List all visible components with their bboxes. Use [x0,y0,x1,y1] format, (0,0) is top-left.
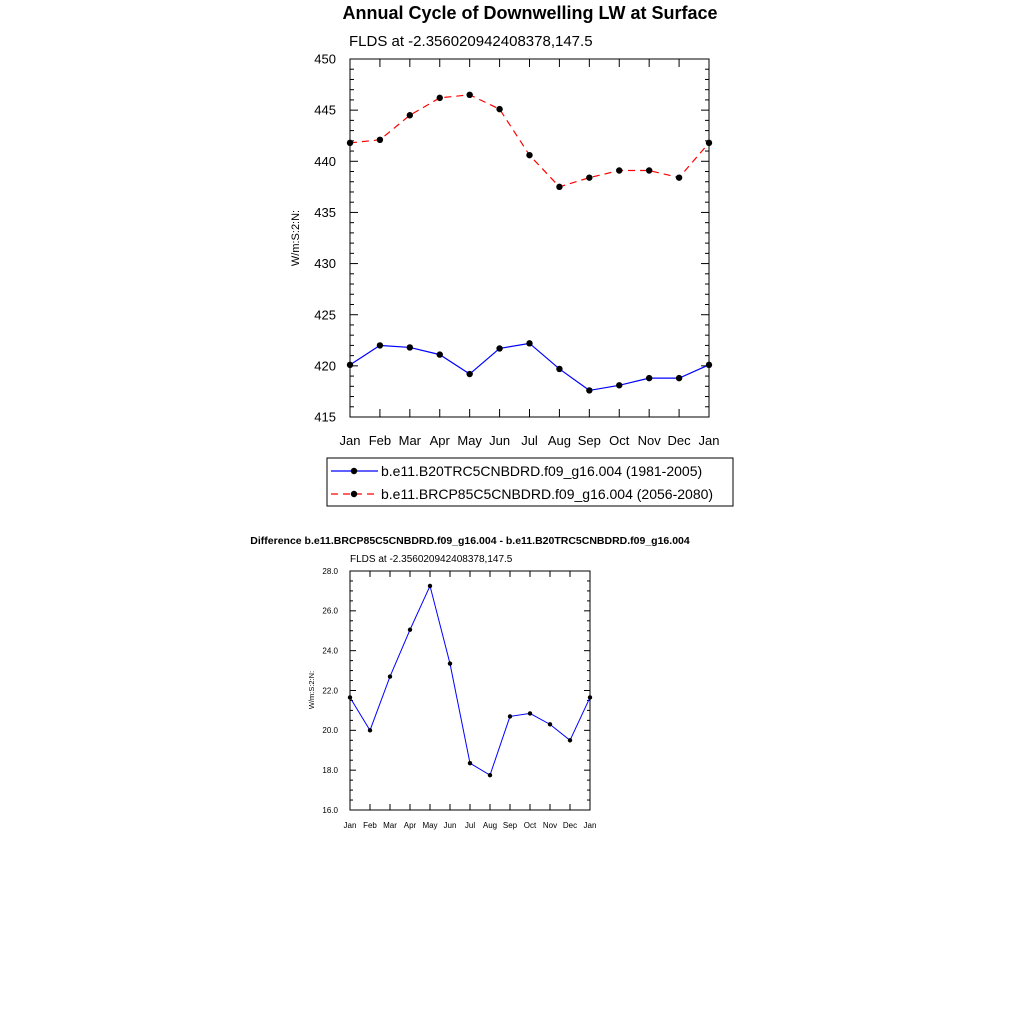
legend-marker-series-1 [351,468,357,474]
series-group [347,92,712,394]
data-point [556,184,562,190]
y-axis-label: W/m:S:2:N: [307,670,316,710]
x-tick-label: Oct [523,821,537,830]
y-tick-label: 440 [314,153,336,169]
series-line-1 [350,586,590,775]
x-tick-label: Jun [489,433,511,448]
x-tick-label: Dec [562,821,578,830]
data-point [616,382,622,388]
data-point [646,167,652,173]
data-point [348,695,352,699]
y-tick-label: 20.0 [322,726,338,736]
x-tick-label: May [457,433,482,448]
y-tick-label: 420 [314,358,336,374]
annual-cycle-chart [290,3,733,506]
data-point [676,174,682,180]
data-point [437,95,443,101]
data-point [428,584,432,588]
legend-marker-series-2 [351,491,357,497]
x-tick-label: Jan [343,821,357,830]
data-point [488,773,492,777]
legend [327,458,733,506]
y-tick-label: 16.0 [322,805,338,815]
chart-title: Annual Cycle of Downwelling LW at Surface [342,3,718,23]
series-line-1 [350,343,709,390]
legend-label-series-2: b.e11.BRCP85C5CNBDRD.f09_g16.004 (2056-2080) [381,486,714,502]
data-point [437,351,443,357]
data-point [706,362,712,368]
data-point [377,137,383,143]
x-tick-label: Apr [429,433,450,448]
data-point [496,345,502,351]
data-point [646,375,652,381]
difference-chart [250,535,690,830]
y-tick-label: 22.0 [322,686,338,696]
x-tick-label: Jul [464,821,476,830]
data-point [548,722,552,726]
data-point [586,387,592,393]
data-point [556,366,562,372]
chart-subtitle: FLDS at -2.356020942408378,147.5 [350,554,513,565]
y-tick-label: 28.0 [322,566,338,576]
x-tick-label: Mar [383,821,397,830]
x-tick-label: Nov [637,433,661,448]
x-tick-label: Nov [542,821,558,830]
x-tick-label: Feb [368,433,392,448]
data-point [407,112,413,118]
data-point [568,738,572,742]
data-point [388,674,392,678]
plot-frame [350,571,590,810]
axes [322,567,596,830]
x-tick-label: Sep [502,821,518,830]
x-tick-label: May [422,821,438,830]
data-point [448,661,452,665]
x-tick-label: Jan [698,433,720,448]
data-point [407,344,413,350]
series-group [348,584,592,778]
x-tick-label: Sep [577,433,601,448]
x-tick-label: Dec [667,433,691,448]
x-tick-label: Jul [521,433,538,448]
y-tick-label: 445 [314,102,336,118]
x-tick-label: Aug [547,433,571,448]
y-tick-label: 26.0 [322,606,338,616]
data-point [508,714,512,718]
data-point [496,106,502,112]
x-tick-label: Aug [482,821,498,830]
data-point [588,695,592,699]
data-point [616,167,622,173]
data-point [528,711,532,715]
data-point [377,342,383,348]
data-point [676,375,682,381]
legend-label-series-1: b.e11.B20TRC5CNBDRD.f09_g16.004 (1981-2005) [381,463,703,479]
plot-frame [350,59,709,417]
axes [314,52,719,448]
data-point [466,371,472,377]
y-tick-label: 430 [314,256,336,272]
x-tick-label: Jan [583,821,597,830]
x-tick-label: Jun [443,821,457,830]
data-point [368,728,372,732]
y-tick-label: 18.0 [322,765,338,775]
y-tick-label: 415 [314,409,336,425]
data-point [408,628,412,632]
data-point [347,140,353,146]
data-point [706,140,712,146]
chart-subtitle: FLDS at -2.356020942408378,147.5 [349,33,593,50]
x-tick-label: Oct [609,433,630,448]
y-tick-label: 425 [314,307,336,323]
chart-title: Difference b.e11.BRCP85C5CNBDRD.f09_g16.004 - b.e11.B20TRC5CNBDRD.f09_g16.004 [250,535,690,547]
x-tick-label: Mar [398,433,422,448]
x-tick-label: Apr [403,821,417,830]
series-line-2 [350,95,709,187]
y-axis-label: W/m:S:2:N: [290,209,302,267]
data-point [468,761,472,765]
data-point [466,92,472,98]
data-point [347,362,353,368]
data-point [526,340,532,346]
data-point [526,152,532,158]
x-tick-label: Jan [339,433,361,448]
x-tick-label: Feb [363,821,377,830]
y-tick-label: 450 [314,51,336,67]
y-tick-label: 24.0 [322,646,338,656]
y-tick-label: 435 [314,204,336,220]
data-point [586,174,592,180]
